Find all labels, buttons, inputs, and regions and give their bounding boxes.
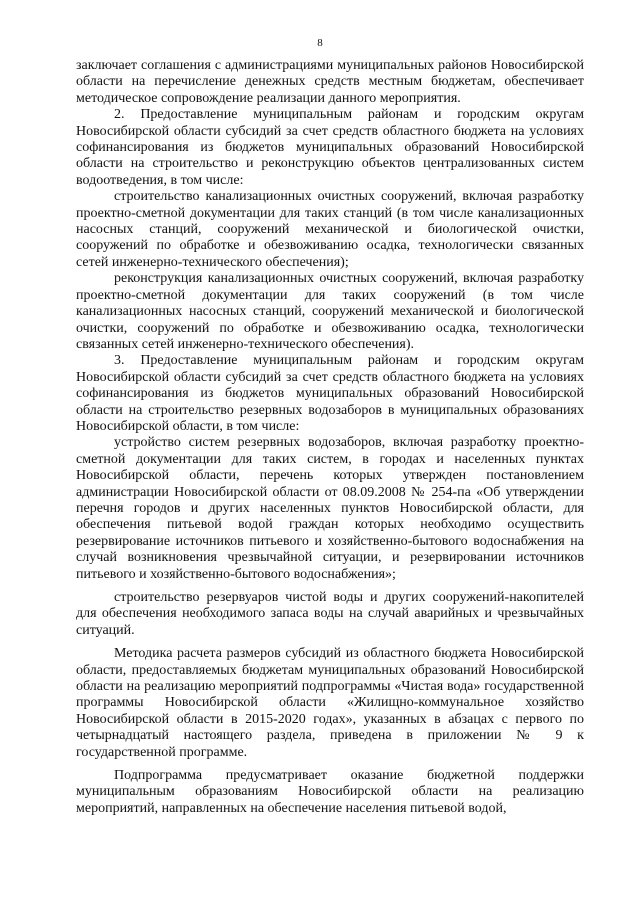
page-number: 8 [317, 37, 323, 49]
paragraph-methodology: Методика расчета размеров субсидий из областного бюджета Новосибирской области, предоставляемых бюджетам муниципальных образований Новосибирской области на реализацию мероприятий подпрограммы «Чистая вода» государственной программы Новосибирской области «Жилищно-коммунальное хозяйство Новосибирской области в 2015-2020 годах», указанных в абзацах с первого по четырнадцатый настоящего раздела, приведена в приложении № 9 к государственной программе. [76, 646, 584, 760]
paragraph-subprogram: Подпрограмма предусматривает оказание бюджетной поддержки муниципальным образованиям Новосибирской области на реализацию мероприятий, направленных на обеспечение населения питьевой водой, [76, 768, 584, 816]
paragraph-reserve-intakes: устройство систем резервных водозаборов, включая разработку проектно-сметной документации для таких систем, в городах и населенных пунктах Новосибирской области, перечень которых утвержден постановлением администрации Новосибирской области от 08.09.2008 № 254-па «Об утверждении перечня городов и других населенных пунктов Новосибирской области, для обеспечения питьевой водой граждан которых необходимо осуществить резервирование источников питьевого и хозяйственно-бытового водоснабжения на случай возникновения чрезвычайной ситуации, и резервировании источников питьевого и хозяйственно-бытового водоснабжения»; [76, 435, 584, 582]
paragraph-item-2: 2. Предоставление муниципальным районам и городским округам Новосибирской области субсидий за счет средств областного бюджета на условиях софинансирования из бюджетов муниципальных образований Новосибирской области на строительство и реконструкцию объектов централизованных систем водоотведения, в том числе: [76, 107, 584, 188]
body-text [76, 58, 584, 817]
paragraph-item-3: 3. Предоставление муниципальным районам и городским округам Новосибирской области субсидий за счет средств областного бюджета на условиях софинансирования из бюджетов муниципальных образований Новосибирской области на строительство резервных водозаборов в муниципальных образованиях Новосибирской области, в том числе: [76, 353, 584, 434]
paragraph-sewage-construction: строительство канализационных очистных сооружений, включая разработку проектно-сметной документации для таких станций (в том числе канализационных насосных станций, сооружений механической и биологической очистки, сооружений по обработке и обезвоживанию осадка, технологически связанных сетей инженерно-технического обеспечения); [76, 189, 584, 270]
paragraph-sewage-reconstruction: реконструкция канализационных очистных сооружений, включая разработку проектно-сметной документации для таких сооружений (в том числе канализационных насосных станций, сооружений механической и биологической очистки, сооружений по обработке и обезвоживанию осадка, технологически связанных сетей инженерно-технического обеспечения). [76, 271, 584, 352]
paragraph-reservoirs: строительство резервуаров чистой воды и других сооружений-накопителей для обеспечения необходимого запаса воды на случай аварийных и чрезвычайных ситуаций. [76, 590, 584, 638]
paragraph-continuation: заключает соглашения с администрациями муниципальных районов Новосибирской области на перечисление денежных средств местным бюджетам, обеспечивает методическое сопровождение реализации данного мероприятия. [76, 58, 584, 106]
